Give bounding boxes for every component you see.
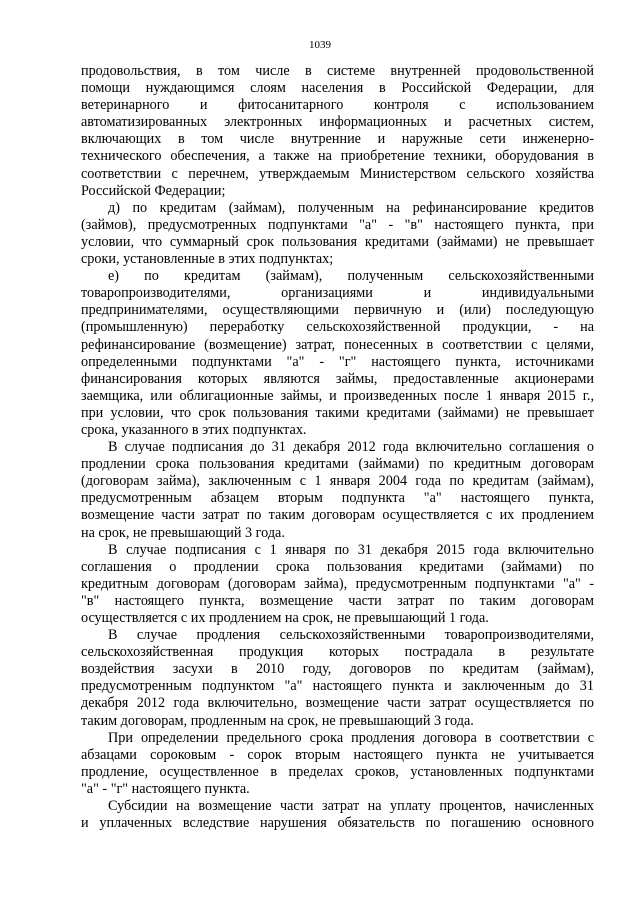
text-line: продовольствия, в том числе в системе внутренней продовольственной — [81, 63, 594, 79]
text-line: срока, указанного в этих подпунктах. — [81, 421, 307, 438]
text-line: (займов), предусмотренных подпунктами "а" - "в" настоящего пункта, при — [81, 216, 594, 233]
text-line: ветеринарного и фитосанитарного контроля с использованием — [81, 97, 594, 114]
text-line: технического обеспечения, а также на приобретение техники, оборудования в — [81, 148, 594, 165]
text-line: абзацами сороковым - сорок вторым настоящего пункта не учитывается — [81, 746, 594, 763]
text-line: сельскохозяйственная продукция которых пострадала в результате — [81, 644, 594, 661]
paragraph-first-line: В случае подписания до 31 декабря 2012 года включительно соглашения о — [108, 439, 594, 456]
paragraph-first-line: В случае продления сельскохозяйственными товаропроизводителями, — [108, 627, 594, 644]
text-line: продление, осуществленное в пределах сроков, установленных подпунктами — [81, 763, 594, 780]
text-line: "а" - "г" настоящего пункта. — [81, 780, 250, 797]
page-number: 1039 — [309, 39, 331, 51]
text-line: товаропроизводителями, организациями и индивидуальными — [81, 285, 594, 302]
text-line: сроки, установленные в этих подпунктах; — [81, 251, 334, 268]
text-line: условии, что суммарный срок пользования кредитами (займами) не превышает — [81, 233, 594, 250]
text-line: кредитным договорам (договорам займа), предусмотренным подпунктами "а" - — [81, 575, 594, 592]
text-line: на срок, не превышающий 3 года. — [81, 524, 285, 541]
text-line: "в" настоящего пункта, возмещение части затрат по таким договорам — [81, 592, 594, 609]
paragraph-first-line: При определении предельного срока продления договора в соответствии с — [108, 729, 594, 746]
text-line: декабря 2012 года включительно, возмещение части затрат осуществляется по — [81, 695, 594, 712]
text-line: (договорам займа), заключенным с 1 января 2004 года по кредитам (займам), — [81, 473, 594, 490]
paragraph-first-line: В случае подписания с 1 января по 31 декабря 2015 года включительно — [108, 541, 594, 558]
text-line: соответствии с перечнем, утверждаемым Министерством сельского хозяйства — [81, 165, 594, 182]
text-line: рефинансирование (возмещение) затрат, понесенных в соответствии с целями, — [81, 336, 594, 353]
text-line: предусмотренным подпунктом "а" настоящего пункта и заключенным до 31 — [81, 678, 594, 695]
text-line: заемщика, или облигационные займы, и произведенных после 1 января 2015 г., — [81, 387, 594, 404]
text-line: определенными подпунктами "а" - "г" настоящего пункта, источниками — [81, 353, 594, 370]
text-line: осуществляется с их продлением на срок, не превышающий 1 года. — [81, 610, 489, 626]
text-line: продлении срока пользования кредитами (займами) по кредитным договорам — [81, 456, 594, 473]
document-body — [81, 63, 594, 832]
text-line: предусмотренным абзацем вторым подпункта "а" настоящего пункта, — [81, 490, 594, 507]
text-line: финансирования которых являются займы, предоставленные акционерами — [81, 370, 594, 387]
paragraph-first-line: е) по кредитам (займам), полученным сельскохозяйственными — [108, 268, 594, 285]
text-line: таким договорам, продленным на срок, не превышающий 3 года. — [81, 712, 474, 729]
paragraph-first-line: Субсидии на возмещение части затрат на уплату процентов, начисленных — [108, 798, 594, 815]
paragraph-first-line: д) по кредитам (займам), полученным на рефинансирование кредитов — [108, 199, 594, 216]
text-line: при условии, что срок пользования такими кредитами (займами) не превышает — [81, 404, 594, 421]
text-line: (промышленную) переработку сельскохозяйственной продукции, - на — [81, 319, 594, 336]
text-line: включающих в том числе внутренние и наружные сети инженерно- — [81, 131, 594, 148]
text-line: помощи нуждающимся слоям населения в Российской Федерации, для — [81, 80, 594, 97]
text-line: автоматизированных электронных информационных и расчетных систем, — [81, 114, 594, 131]
text-line: соглашения о продлении срока пользования кредитами (займами) по — [81, 558, 594, 575]
text-line: и уплаченных вследствие нарушения обязательств по погашению основного — [81, 815, 594, 832]
text-line: воздействия засухи в 2010 году, договоров по кредитам (займам), — [81, 661, 594, 678]
text-line: возмещение части затрат по таким договорам осуществляется с их продлением — [81, 507, 594, 524]
text-line: предпринимателями, осуществляющими первичную и (или) последующую — [81, 302, 594, 319]
text-line: Российской Федерации; — [81, 182, 226, 199]
